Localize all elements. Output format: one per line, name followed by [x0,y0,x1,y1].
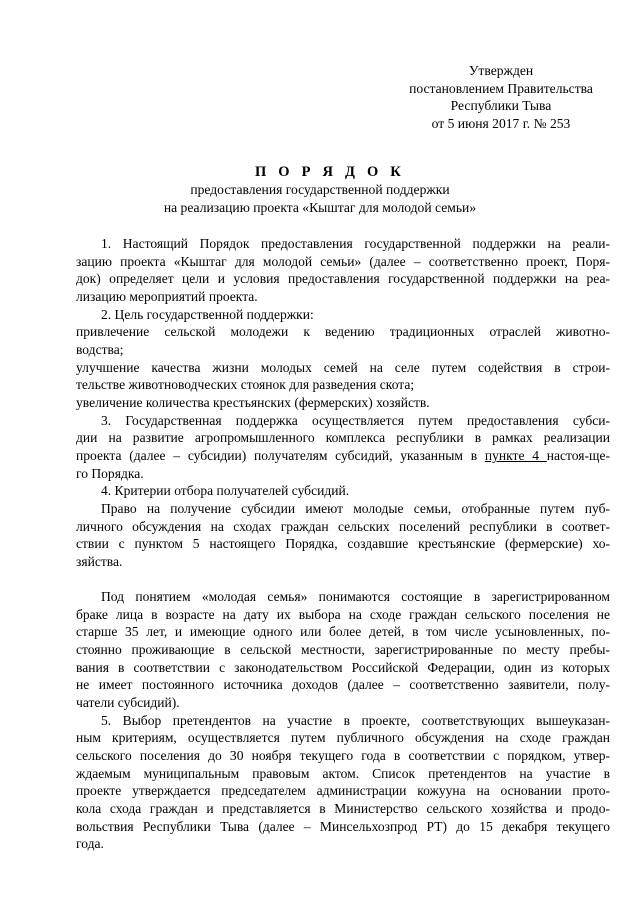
approval-line: постановлением Правительства [409,80,593,96]
body-line: года. [76,836,104,852]
body-line: увеличение количества крестьянских (фермерских) хозяйств. [76,394,430,410]
body-line: кола схода граждан и представляется в Министерство сельского хозяйства и продо- [76,800,610,816]
title-heading: П О Р Я Д О К [254,164,405,180]
body-line: проекте утверждается председателем администрации кожууна на основании прото- [76,783,610,799]
body-line: ждаемым муниципальным правовым актом. Список претендентов на участие в [76,765,610,781]
body-line: стоянно проживающие в сельской местности, зарегистрированные по месту пребы- [76,642,610,658]
body-line: 3. Государственная поддержка осуществляется путем предоставления субси- [101,412,610,428]
body-line: 4. Критерии отбора получателей субсидий. [101,483,350,499]
body-line: не имеет постоянного источника доходов (далее – соответственно заявители, полу- [76,677,610,693]
title-subtitle: на реализацию проекта «Кыштаг для молодой семьи» [163,199,477,215]
body-line: док) определяет цели и условия предоставления государственной поддержки на реа- [76,271,610,287]
body-line: 5. Выбор претендентов на участие в проекте, соответствующих вышеуказан- [101,712,610,728]
body-line: вания в соответствии с законодательством Российской Федерации, один из которых [76,659,610,675]
clause-4-link[interactable]: пункте 4 [484,447,547,463]
document-body [76,235,610,853]
body-line: го Порядка. [76,465,144,481]
approval-line: Республики Тыва [450,98,552,113]
body-line: лизацию мероприятий проекта. [76,288,258,304]
body-text-span: проекта (далее – субсидии) получателям субсидий, указанным в [76,447,485,463]
body-line: Право на получение субсидии имеют молодые семьи, отобранные путем пуб- [101,500,610,516]
body-line [76,447,610,465]
body-line: вольствия Республики Тыва (далее – Минсельхозпрод РТ) до 15 декабря текущего [76,818,610,834]
approval-line: Утвержден [468,63,534,78]
body-line: привлечение сельской молодежи к ведению традиционных отраслей животно- [76,324,610,340]
body-line: водства; [76,341,124,357]
approval-date: от 5 июня 2017 г. № 253 [431,115,571,131]
approval-stamp [376,62,626,132]
body-line: улучшение качества жизни молодых семей на селе путем содействия в строи- [76,359,610,375]
body-line: зацию проекта «Кыштаг для молодой семьи» (далее – соответственно проект, Поря- [76,253,610,269]
body-line: ным критериям, осуществляется путем публичного обсуждения на сходе граждан [76,730,610,746]
body-line: Под понятием «молодая семья» понимаются состоящие в зарегистрированном [101,589,610,605]
title-subtitle: предоставления государственной поддержки [190,182,450,197]
body-line: чатели субсидий). [76,695,180,711]
body-line: дии на развитие агропромышленного комплекса республики в рамках реализации [76,430,610,446]
body-line: тельстве животноводческих стоянок для разведения скота; [76,377,415,393]
body-text-span: настоя-ще- [546,447,610,463]
body-line: браке лица в возрасте на дату их выбора на сходе граждан сельского поселения не [76,606,610,622]
body-line: ствии с пунктом 5 настоящего Порядка, создавшие крестьянские (фермерские) хо- [76,536,610,552]
body-line: личного обсуждения на сходах граждан сельских поселений республики в соответ- [76,518,610,534]
body-line: зяйства. [76,553,123,569]
body-line: старше 35 лет, и имеющие одного или более детей, в том числе усыновленных, по- [76,624,610,640]
body-line: 2. Цель государственной поддержки: [101,306,314,322]
body-line: 1. Настоящий Порядок предоставления государственной поддержки на реали- [101,236,610,251]
body-line: сельского поселения до 30 ноября текущего года в соответствии с порядком, утвер- [76,748,610,764]
document-title [0,163,640,216]
